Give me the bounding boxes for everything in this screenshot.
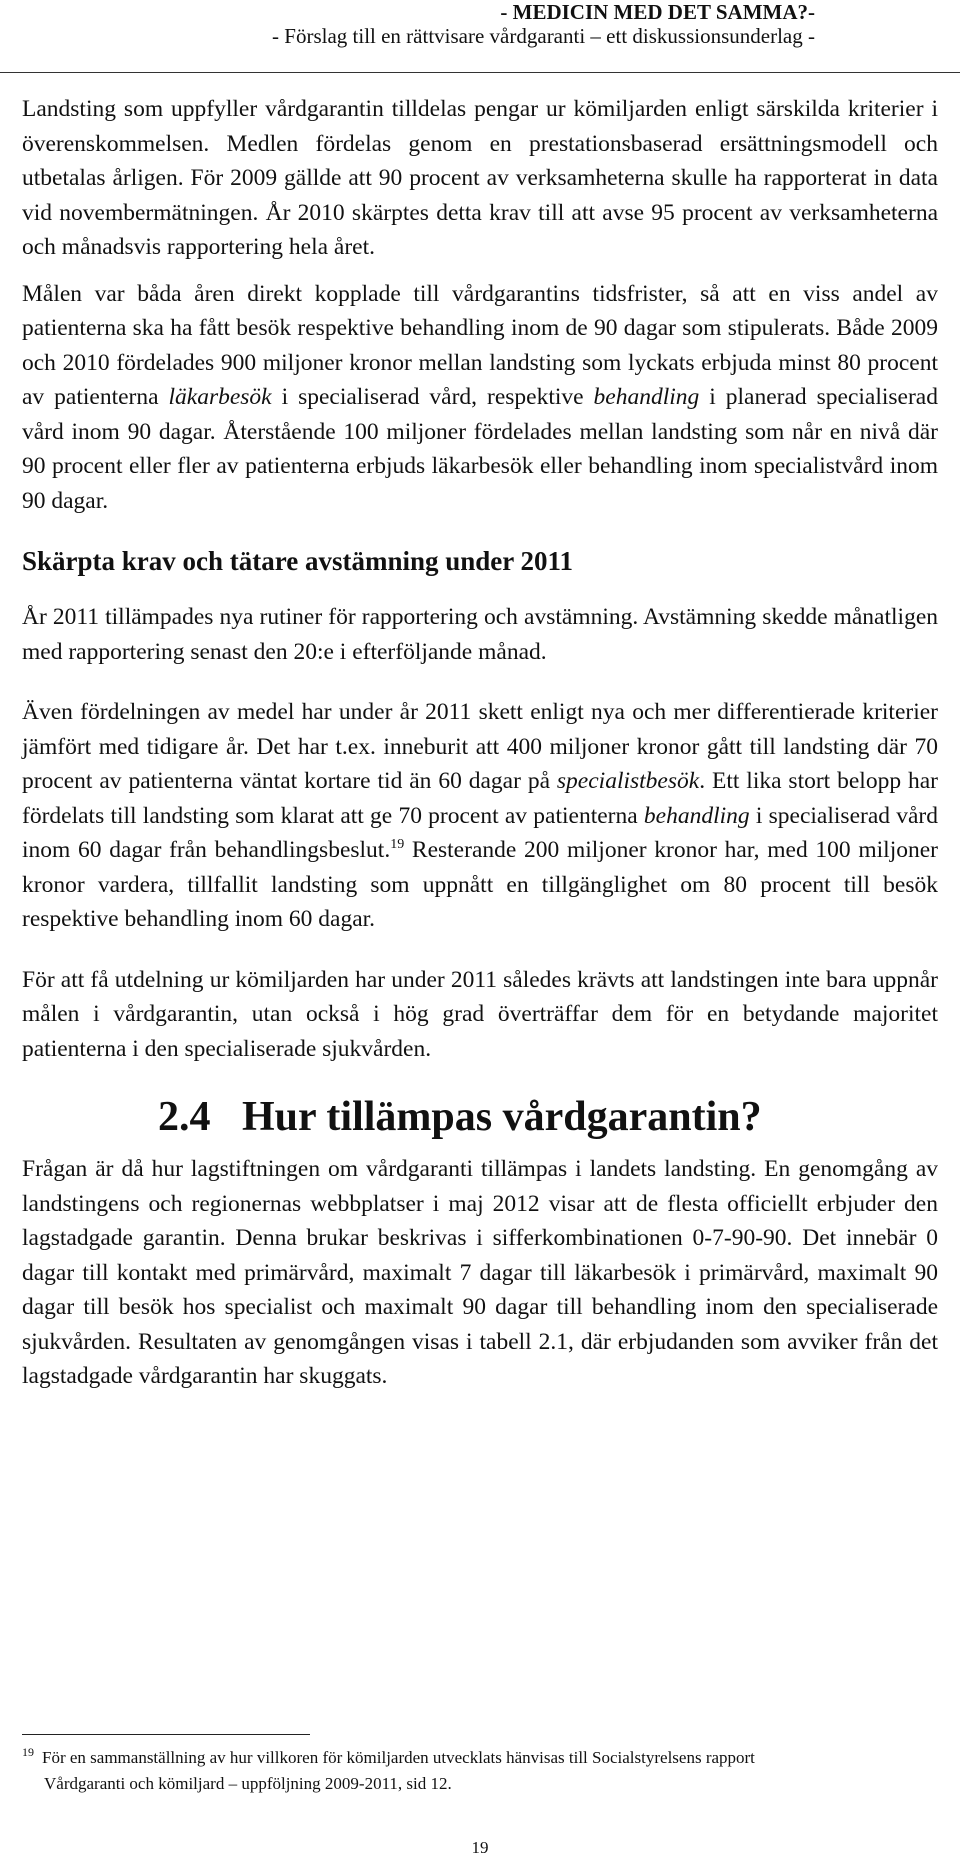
header-title: - MEDICIN MED DET SAMMA?- (500, 0, 815, 24)
footnote-reference[interactable]: 19 (390, 837, 405, 853)
running-header (0, 0, 960, 73)
section-number: 2.4 (158, 1094, 211, 1140)
subheading-2011: Skärpta krav och tätare avstämning under 2011 (22, 546, 574, 576)
text-run: i planerad specialiserad vård inom 90 dagar. Återstående 100 miljoner fördelades mellan landsting som når en nivå där 90 procent eller fler av patienterna erbjuds läkarbesök eller behandling inom specialistvård inom 90 dagar. (22, 384, 938, 514)
emphasis-behandling-2: behandling (643, 802, 750, 829)
footnote-line-2: Vårdgaranti och kömiljard – uppföljning 2009-2011, sid 12. (44, 1774, 452, 1793)
paragraph-goals-2009-2010 (22, 277, 938, 519)
page-number: 19 (471, 1838, 489, 1857)
section-title: Hur tillämpas vårdgarantin? (242, 1094, 762, 1140)
footnote-text: För en sammanställning av hur villkoren för kömiljarden utvecklats hänvisas till Socialstyrelsens rapport (42, 1748, 755, 1767)
text-run: Resterande 200 miljoner kronor har, med 100 miljoner kronor vardera, tillfallit landsting som uppnått en tillgänglighet om 80 procent till besök respektive behandling inom 60 dagar. (22, 837, 938, 932)
emphasis-specialistbesok: specialistbesök (556, 768, 700, 794)
paragraph-conclusion-2011: För att få utdelning ur kömiljarden har under 2011 således krävts att landstingen inte bara uppnår målen i vårdgarantin, utan också i hög grad överträffar dem för en betydande majoritet patienterna i den specialiserade sjukvården. (22, 966, 938, 1062)
emphasis-lakarbesok: läkarbesök (168, 384, 272, 410)
footnote-line-1 (22, 1745, 938, 1771)
text-run: i specialiserad vård, respektive (271, 384, 594, 410)
paragraph-application: Frågan är då hur lagstiftningen om vårdgaranti tillämpas i landets landsting. En genomgång av landstingens och regionernas webbplatser i maj 2012 visar att de flesta officiellt erbjuder den lagstadgade garantin. Denna brukar beskrivas i sifferkombinationen 0-7-90-90. Det innebär 0 dagar till kontakt med primärvård, maximalt 7 dagar till läkarbesök i primärvård, maximalt 90 dagar till besök hos specialist och maximalt 90 dagar till behandling inom den specialiserade sjukvården. Resultaten av genomgången visas i tabell 2.1, där erbjudanden som avviker från det lagstadgade vårdgarantin har skuggats. (22, 1156, 938, 1389)
text-run: . Ett lika stort belopp har fördelats till landsting som klarat att ge 70 procent av patienterna (22, 768, 938, 829)
text-run: Målen var båda åren direkt kopplade till vårdgarantins tidsfrister, så att en viss andel av patienterna ska ha fått besök respektive behandling inom de 90 dagar som stipulerats. Både 2009 och 2010 fördelades 900 miljoner kronor mellan landsting som lyckats erbjuda minst 80 procent av patienterna (22, 280, 938, 410)
paragraph-funding-criteria: Landsting som uppfyller vårdgarantin tilldelas pengar ur kömiljarden enligt särskilda kriterier i överenskommelsen. Medlen fördelas genom en prestationsbaserad ersättningsmodell och utbetalas årligen. För 2009 gällde att 90 procent av verksamheterna skulle ha rapporterat in data vid novembermätningen. År 2010 skärptes detta krav till att avse 95 procent av verksamheterna och månadsvis rapportering hela året. (22, 96, 938, 260)
emphasis-behandling: behandling (593, 384, 700, 410)
body-content (22, 92, 938, 1420)
section-heading-2-4 (22, 1092, 938, 1142)
text-run: Även fördelningen av medel har under år 2011 skett enligt nya och mer differentierade kriterier jämfört med tidigare år. Det har t.ex. inneburit att 400 miljoner kronor gått till landsting där 70 procent av patienterna väntat kortare tid än 60 dagar på (22, 699, 938, 794)
footnote (22, 1745, 938, 1797)
paragraph-routines-2011: År 2011 tillämpades nya rutiner för rapportering och avstämning. Avstämning skedde månatligen med rapportering senast den 20:e i efterföljande månad. (22, 604, 938, 665)
header-subtitle: - Förslag till en rättvisare vårdgaranti – ett diskussionsunderlag - (272, 24, 815, 48)
footnote-divider (22, 1734, 310, 1735)
footnote-number: 19 (22, 1745, 34, 1760)
paragraph-distribution-2011 (22, 695, 938, 937)
text-run: i specialiserad vård inom 60 dagar från behandlingsbeslut. (22, 802, 938, 863)
